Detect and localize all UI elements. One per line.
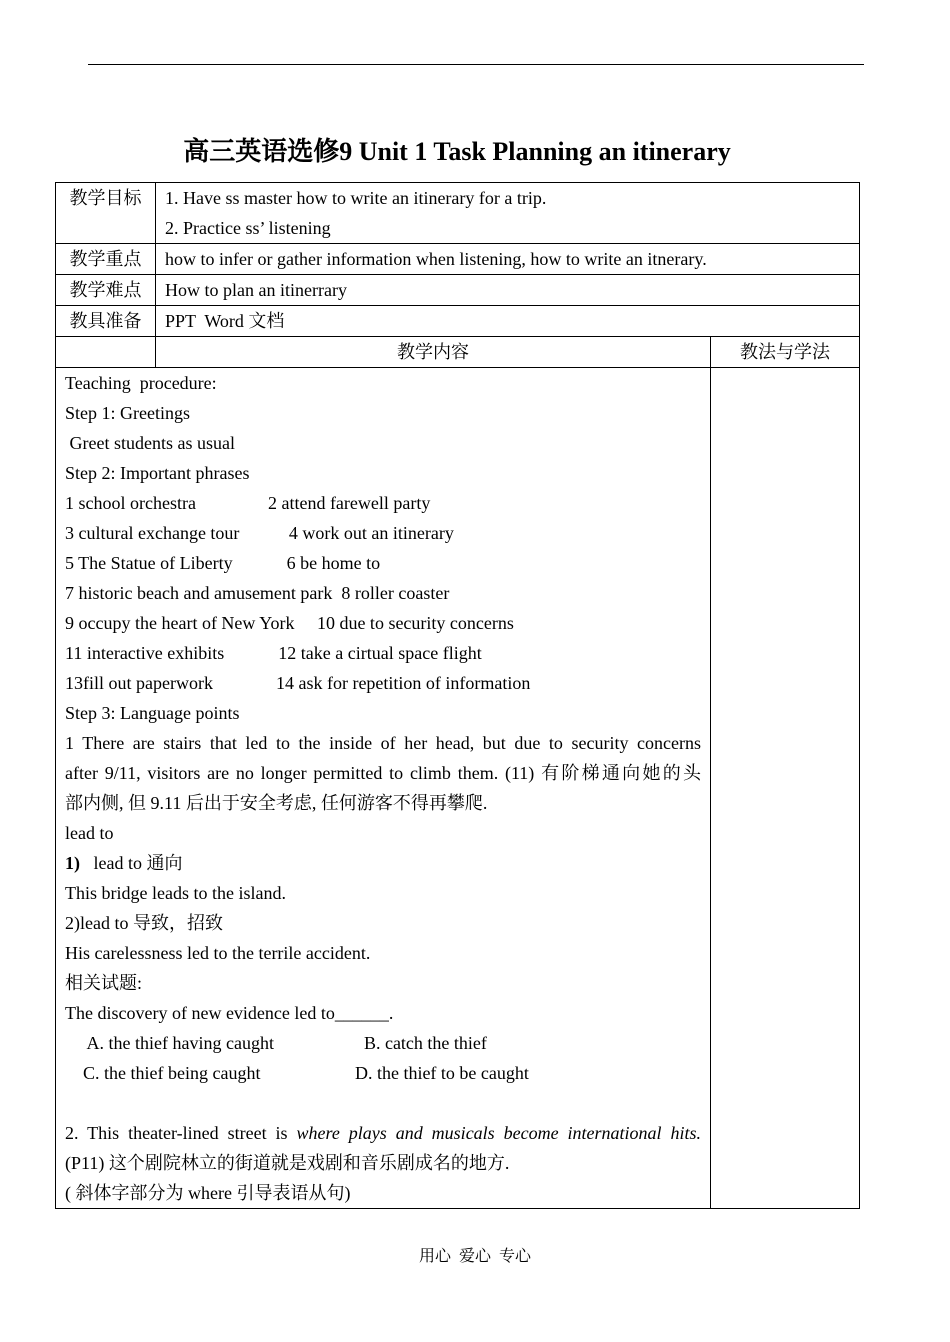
- key-points-text: how to infer or gather information when listening, how to write an itnerary.: [165, 249, 707, 269]
- content-column-header: 教学内容: [156, 337, 711, 368]
- sentence-plain: 2. This theater-lined street is: [65, 1123, 297, 1143]
- goal-line: 1. Have ss master how to write an itinerary for a trip.: [165, 188, 547, 208]
- difficulties-row: [56, 275, 860, 306]
- content-line: [65, 848, 701, 878]
- item-number: 1): [65, 853, 80, 873]
- content-line: 部内侧, 但 9.11 后出于安全考虑, 任何游客不得再攀爬.: [65, 793, 488, 813]
- phrase-line: 11 interactive exhibits 12 take a cirtual space flight: [65, 643, 482, 663]
- option-line: A. the thief having caught B. catch the thief: [65, 1033, 487, 1053]
- item-text: lead to 通向: [80, 853, 183, 873]
- content-line: (P11) 这个剧院林立的街道就是戏剧和音乐剧成名的地方.: [65, 1153, 510, 1173]
- goal-content: [156, 183, 860, 244]
- difficulties-text: How to plan an itinerrary: [165, 280, 347, 300]
- materials-row: [56, 306, 860, 337]
- content-line: 1 There are stairs that led to the inside of her head, but due to security concerns: [65, 733, 701, 753]
- goal-line: 2. Practice ss’ listening: [165, 218, 331, 238]
- materials-content: [156, 306, 860, 337]
- materials-label: 教具准备: [56, 306, 156, 337]
- content-line: Teaching procedure:: [65, 373, 217, 393]
- materials-text: PPT Word 文档: [165, 311, 285, 331]
- content-line: His carelessness led to the terrile accident.: [65, 943, 371, 963]
- goal-label: 教学目标: [56, 183, 156, 244]
- sentence-italic: where plays and musicals become international hits.: [296, 1123, 702, 1143]
- phrase-line: 9 occupy the heart of New York 10 due to security concerns: [65, 613, 514, 633]
- phrase-line: 13fill out paperwork 14 ask for repetition of information: [65, 673, 531, 693]
- phrase-line: 7 historic beach and amusement park 8 roller coaster: [65, 583, 450, 603]
- content-line: 2)lead to 导致，招致: [65, 913, 223, 933]
- difficulties-content: [156, 275, 860, 306]
- key-points-row: [56, 244, 860, 275]
- content-line: [65, 1118, 701, 1148]
- empty-header-cell: [56, 337, 156, 368]
- difficulties-label: 教学难点: [56, 275, 156, 306]
- phrase-line: 5 The Statue of Liberty 6 be home to: [65, 553, 381, 573]
- question-line: The discovery of new evidence led to______.: [65, 1003, 394, 1023]
- content-line: ( 斜体字部分为 where 引导表语从句): [65, 1183, 351, 1203]
- content-line: Step 3: Language points: [65, 703, 240, 723]
- key-points-label: 教学重点: [56, 244, 156, 275]
- procedure-content: [56, 368, 711, 1209]
- procedure-row: [56, 368, 860, 1209]
- option-line: C. the thief being caught D. the thief to be caught: [65, 1063, 529, 1083]
- content-line: 相关试题:: [65, 973, 143, 993]
- column-header-row: [56, 337, 860, 368]
- content-line: This bridge leads to the island.: [65, 883, 286, 903]
- document-title: 高三英语选修9 Unit 1 Task Planning an itinerary: [183, 137, 731, 166]
- content-line: Step 2: Important phrases: [65, 463, 250, 483]
- lesson-plan-table: [55, 182, 860, 1209]
- page-footer: 用心 爱心 专心: [418, 1248, 531, 1265]
- key-points-content: [156, 244, 860, 275]
- blank-line: [65, 1088, 701, 1118]
- methods-column-header: 教法与学法: [711, 337, 860, 368]
- phrase-line: 3 cultural exchange tour 4 work out an itinerary: [65, 523, 454, 543]
- methods-cell: [711, 368, 860, 1209]
- content-line: Step 1: Greetings: [65, 403, 190, 423]
- content-line: lead to: [65, 823, 114, 843]
- header-rule: [88, 64, 864, 65]
- content-line: after 9/11, visitors are no longer permitted to climb them. (11) 有阶梯通向她的头: [65, 763, 701, 783]
- goal-row: [56, 183, 860, 244]
- content-line: Greet students as usual: [65, 433, 235, 453]
- phrase-line: 1 school orchestra 2 attend farewell party: [65, 493, 431, 513]
